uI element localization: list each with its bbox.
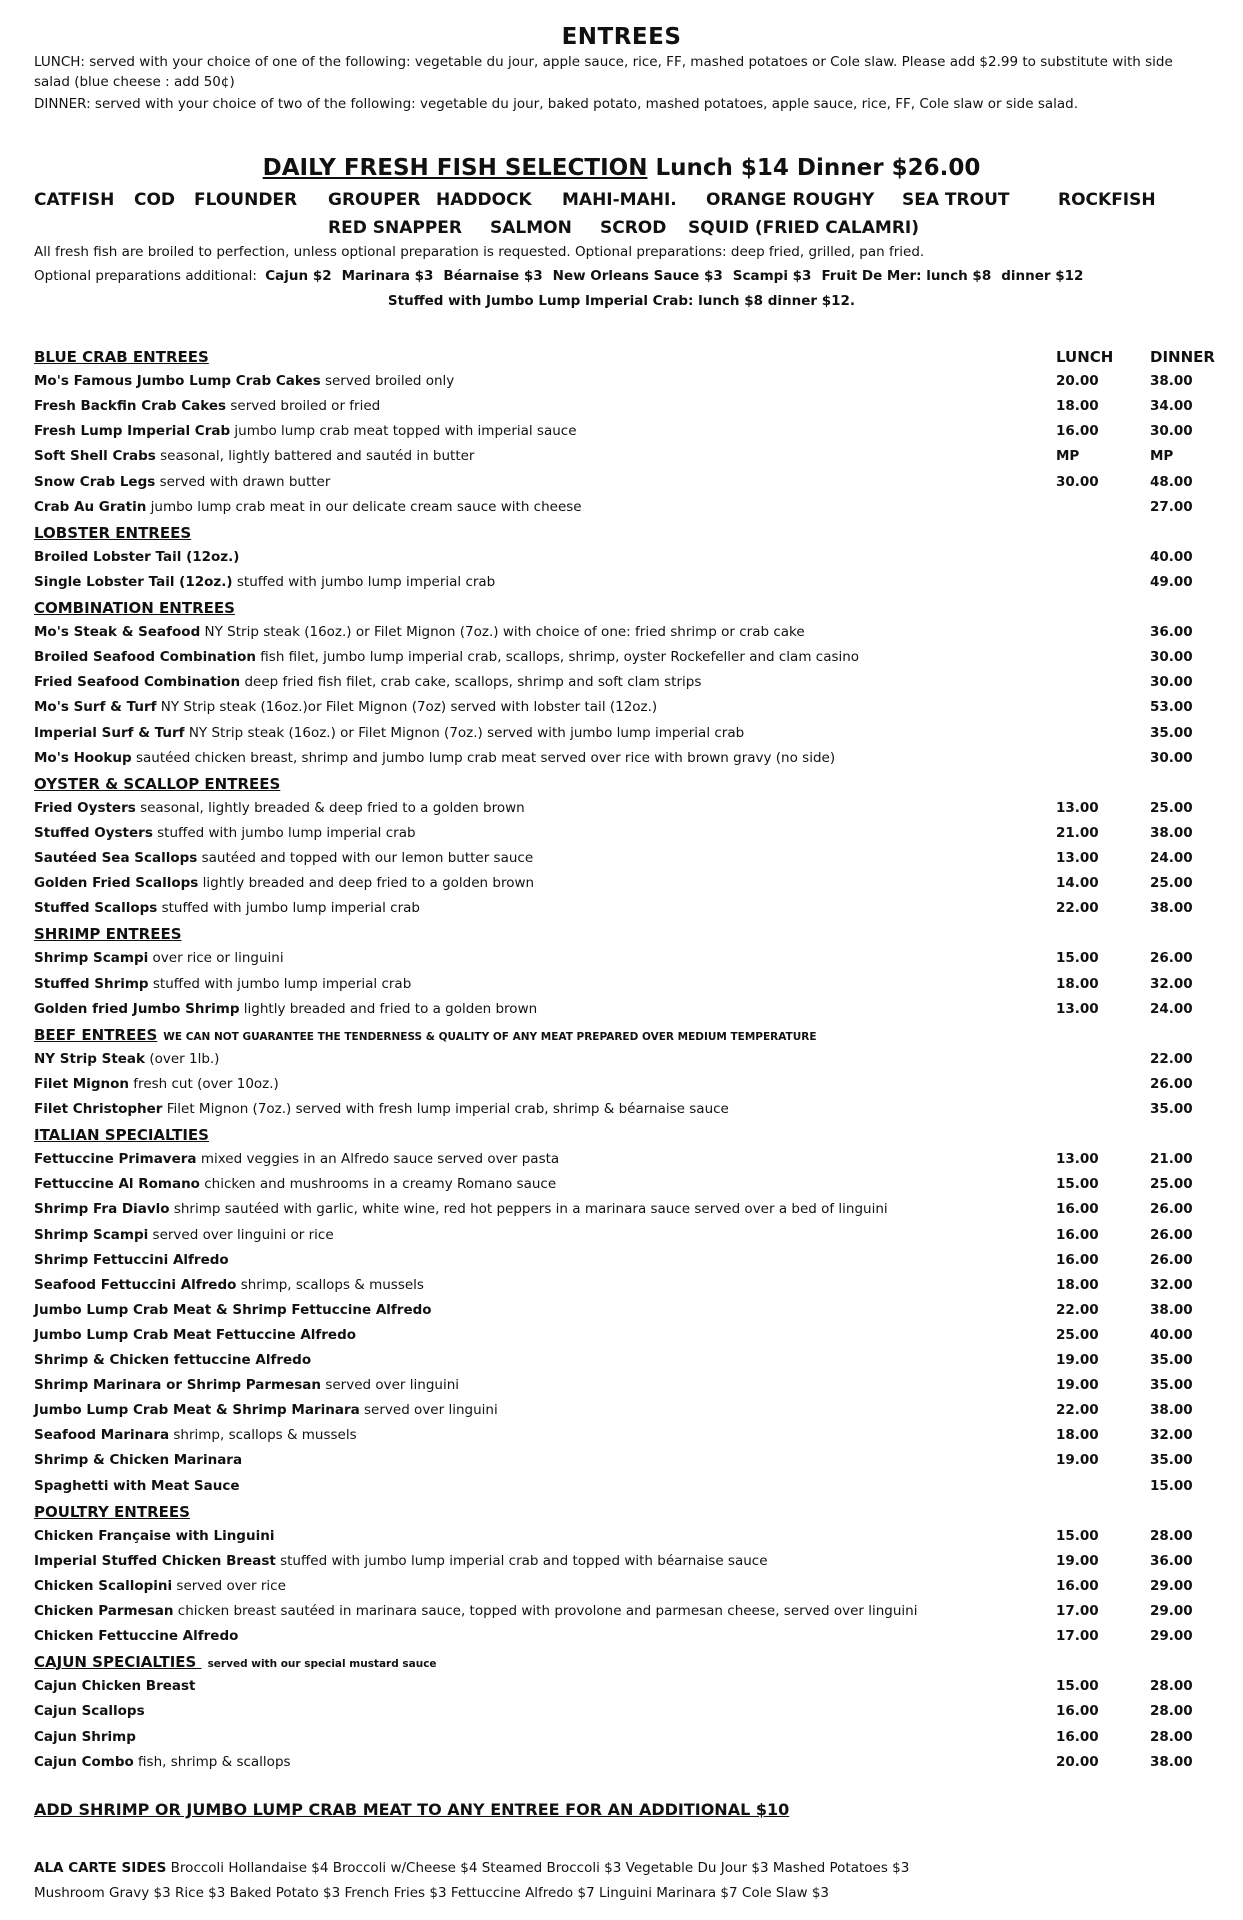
section-heading bbox=[34, 1503, 1214, 1525]
menu-item bbox=[34, 750, 1214, 772]
fish-item: SEA TROUT bbox=[902, 190, 1010, 210]
fish-optional-label: Optional preparations additional: bbox=[34, 268, 257, 284]
dinner-price: 28.00 bbox=[1150, 1527, 1193, 1544]
item-name: Broiled Seafood Combination bbox=[34, 649, 256, 666]
dinner-price: 26.00 bbox=[1150, 1201, 1193, 1218]
menu-item bbox=[34, 474, 1214, 496]
fish-item: GROUPER bbox=[328, 190, 421, 210]
item-description: served over linguini or rice bbox=[148, 1226, 334, 1243]
page-title: ENTREES bbox=[561, 24, 682, 50]
item-description: fish, shrimp & scallops bbox=[133, 1753, 291, 1770]
lunch-price: 25.00 bbox=[1056, 1326, 1099, 1343]
dinner-price: 30.00 bbox=[1150, 423, 1193, 440]
fish-list-row-2 bbox=[34, 218, 1204, 242]
menu-item bbox=[34, 1528, 1214, 1550]
item-name: Mo's Famous Jumbo Lump Crab Cakes bbox=[34, 373, 321, 390]
item-name: Chicken Parmesan bbox=[34, 1603, 174, 1619]
item-name: Spaghetti with Meat Sauce bbox=[34, 1477, 240, 1494]
lunch-price: 13.00 bbox=[1056, 799, 1099, 816]
item-description: lightly breaded and deep fried to a golden brown bbox=[198, 875, 535, 892]
dinner-price: 24.00 bbox=[1150, 850, 1193, 866]
menu-item bbox=[34, 1302, 1214, 1324]
dinner-price: 25.00 bbox=[1150, 875, 1193, 892]
dinner-price: 30.00 bbox=[1150, 649, 1193, 666]
menu-item bbox=[34, 1703, 1214, 1725]
dinner-price: 26.00 bbox=[1150, 1251, 1193, 1268]
menu-item bbox=[34, 900, 1214, 922]
lunch-price: 18.00 bbox=[1056, 1427, 1099, 1444]
sides-label: ALA CARTE SIDES bbox=[34, 1860, 167, 1876]
item-name: Shrimp Scampi bbox=[34, 1226, 149, 1243]
sides-line-2: Mushroom Gravy $3 Rice $3 Baked Potato $3 French Fries $3 Fettuccine Alfredo $7 Linguini Marinara $7 Cole Slaw $3 bbox=[34, 1885, 830, 1901]
item-name: Shrimp Scampi bbox=[34, 950, 149, 967]
item-name: Shrimp Fra Diavlo bbox=[34, 1201, 170, 1218]
fish-item: SQUID (FRIED CALAMRI) bbox=[688, 218, 920, 238]
section-heading bbox=[34, 1026, 1214, 1048]
menu-item bbox=[34, 574, 1214, 596]
item-description: sautéed and topped with our lemon butter sauce bbox=[197, 850, 534, 866]
dinner-price: 35.00 bbox=[1150, 1352, 1193, 1368]
item-name: Mo's Surf & Turf bbox=[34, 699, 157, 716]
lunch-price: 14.00 bbox=[1056, 875, 1099, 892]
item-name: Filet Mignon bbox=[34, 1075, 130, 1092]
dinner-price: 15.00 bbox=[1150, 1477, 1193, 1494]
add-on-note: ADD SHRIMP OR JUMBO LUMP CRAB MEAT TO ANY ENTREE FOR AN ADDITIONAL $10 bbox=[34, 1800, 790, 1819]
item-name: NY Strip Steak bbox=[34, 1050, 146, 1067]
item-name: Mo's Steak & Seafood bbox=[34, 624, 201, 641]
fish-optional-item: dinner $12 bbox=[1001, 268, 1084, 284]
item-name: Crab Au Gratin bbox=[34, 498, 147, 515]
sides-line-1 bbox=[34, 1860, 1214, 1876]
item-name: Mo's Hookup bbox=[34, 749, 132, 766]
menu-item bbox=[34, 674, 1214, 696]
item-name: Seafood Marinara bbox=[34, 1427, 170, 1444]
dinner-price: 34.00 bbox=[1150, 398, 1193, 415]
item-name: Chicken Fettuccine Alfredo bbox=[34, 1628, 239, 1645]
dinner-price: 25.00 bbox=[1150, 1176, 1193, 1193]
menu-item bbox=[34, 1452, 1214, 1474]
section-heading bbox=[34, 599, 1214, 621]
item-description: served broiled or fried bbox=[226, 398, 381, 415]
menu-item bbox=[34, 549, 1214, 571]
menu-item bbox=[34, 1427, 1214, 1449]
dinner-price: 32.00 bbox=[1150, 975, 1193, 992]
dinner-price: 28.00 bbox=[1150, 1728, 1193, 1745]
item-description: served over linguini bbox=[321, 1377, 460, 1394]
item-description: jumbo lump crab meat in our delicate cream sauce with cheese bbox=[146, 498, 582, 515]
section-heading bbox=[34, 348, 1214, 370]
item-name: Shrimp & Chicken fettuccine Alfredo bbox=[34, 1352, 312, 1368]
dinner-price: 49.00 bbox=[1150, 573, 1193, 590]
item-description: NY Strip steak (16oz.) or Filet Mignon (7oz.) with choice of one: fried shrimp or crab cake bbox=[200, 624, 805, 641]
lunch-price: 13.00 bbox=[1056, 1151, 1099, 1168]
item-description: seasonal, lightly battered and sautéd in butter bbox=[155, 448, 475, 465]
lunch-price: 15.00 bbox=[1056, 950, 1099, 967]
menu-item bbox=[34, 1678, 1214, 1700]
lunch-price: 16.00 bbox=[1056, 1703, 1099, 1720]
section-label: CAJUN SPECIALTIES bbox=[34, 1653, 202, 1672]
item-name: Cajun Scallops bbox=[34, 1703, 145, 1720]
lunch-price: 16.00 bbox=[1056, 1728, 1099, 1745]
dinner-price: 36.00 bbox=[1150, 1552, 1193, 1569]
fish-optional-item: Fruit De Mer: lunch $8 bbox=[821, 268, 992, 284]
fish-item: ROCKFISH bbox=[1058, 190, 1156, 210]
item-description: NY Strip steak (16oz.) or Filet Mignon (7oz.) served with jumbo lump imperial crab bbox=[184, 724, 745, 741]
menu-item bbox=[34, 1402, 1214, 1424]
section-heading bbox=[34, 925, 1214, 947]
dinner-price: 28.00 bbox=[1150, 1678, 1193, 1695]
menu-item bbox=[34, 1603, 1214, 1625]
fish-optional-item: Béarnaise $3 bbox=[443, 268, 543, 284]
dinner-column-header: DINNER bbox=[1150, 348, 1215, 366]
dinner-price: 25.00 bbox=[1150, 799, 1193, 816]
fish-optional-item: Cajun $2 bbox=[265, 268, 332, 284]
item-description: shrimp, scallops & mussels bbox=[236, 1276, 424, 1293]
item-name: Imperial Surf & Turf bbox=[34, 724, 185, 741]
menu-item bbox=[34, 850, 1214, 872]
section-label: ITALIAN SPECIALTIES bbox=[34, 1126, 209, 1145]
dinner-price: 48.00 bbox=[1150, 473, 1193, 490]
section-heading bbox=[34, 1653, 1214, 1675]
menu-item bbox=[34, 1277, 1214, 1299]
lunch-price: 15.00 bbox=[1056, 1678, 1099, 1695]
dinner-price: 26.00 bbox=[1150, 1075, 1193, 1092]
fish-optional-note bbox=[34, 268, 1214, 284]
fish-item: SCROD bbox=[600, 218, 667, 238]
menu-item bbox=[34, 725, 1214, 747]
item-name: Soft Shell Crabs bbox=[34, 448, 156, 465]
lunch-price: 21.00 bbox=[1056, 824, 1099, 841]
section-heading bbox=[34, 524, 1214, 546]
menu-item bbox=[34, 1754, 1214, 1776]
menu-item bbox=[34, 1227, 1214, 1249]
item-name: Cajun Shrimp bbox=[34, 1728, 136, 1745]
lunch-price: 18.00 bbox=[1056, 1276, 1099, 1293]
fish-optional-item: Scampi $3 bbox=[732, 268, 812, 284]
fish-item: HADDOCK bbox=[436, 190, 532, 210]
item-name: Jumbo Lump Crab Meat Fettuccine Alfredo bbox=[34, 1326, 357, 1343]
dinner-price: 38.00 bbox=[1150, 1301, 1193, 1318]
lunch-price: 16.00 bbox=[1056, 423, 1099, 440]
section-label: POULTRY ENTREES bbox=[34, 1502, 190, 1521]
fish-item: CATFISH bbox=[34, 190, 115, 210]
item-name: Stuffed Scallops bbox=[34, 900, 158, 917]
item-name: Cajun Combo bbox=[34, 1753, 134, 1770]
item-description: stuffed with jumbo lump imperial crab bbox=[148, 975, 412, 992]
lunch-price: 16.00 bbox=[1056, 1226, 1099, 1243]
item-description: fish filet, jumbo lump imperial crab, scallops, shrimp, oyster Rockefeller and clam casino bbox=[256, 649, 860, 666]
menu-item bbox=[34, 423, 1214, 445]
item-description: stuffed with jumbo lump imperial crab bbox=[152, 824, 416, 841]
lunch-price: 20.00 bbox=[1056, 1753, 1099, 1770]
item-name: Fried Seafood Combination bbox=[34, 674, 241, 691]
dinner-price: 35.00 bbox=[1150, 1101, 1193, 1117]
section-heading bbox=[34, 775, 1214, 797]
menu-item bbox=[34, 1051, 1214, 1073]
dinner-price: 28.00 bbox=[1150, 1703, 1193, 1720]
menu-item bbox=[34, 373, 1214, 395]
lunch-price: 19.00 bbox=[1056, 1352, 1099, 1368]
item-name: Cajun Chicken Breast bbox=[34, 1678, 196, 1695]
lunch-price: 17.00 bbox=[1056, 1603, 1099, 1619]
menu-item bbox=[34, 1252, 1214, 1274]
item-name: Single Lobster Tail (12oz.) bbox=[34, 573, 233, 590]
item-name: Seafood Fettuccini Alfredo bbox=[34, 1276, 237, 1293]
menu-item bbox=[34, 950, 1214, 972]
menu-item bbox=[34, 1729, 1214, 1751]
section-label: OYSTER & SCALLOP ENTREES bbox=[34, 774, 281, 793]
lunch-price: 16.00 bbox=[1056, 1201, 1099, 1218]
fish-list-row-1 bbox=[34, 190, 1204, 214]
menu-item bbox=[34, 649, 1214, 671]
dinner-price: 38.00 bbox=[1150, 900, 1193, 917]
dinner-price: 35.00 bbox=[1150, 1452, 1193, 1469]
fish-stuffed-note: Stuffed with Jumbo Lump Imperial Crab: lunch $8 dinner $12. bbox=[387, 293, 856, 309]
section-subnote: WE CAN NOT GUARANTEE THE TENDERNESS & QUALITY OF ANY MEAT PREPARED OVER MEDIUM TEMPERATURE bbox=[163, 1030, 817, 1043]
lunch-price: 15.00 bbox=[1056, 1176, 1099, 1193]
menu-item bbox=[34, 1352, 1214, 1374]
item-name: Golden fried Jumbo Shrimp bbox=[34, 1000, 240, 1017]
item-description: served with drawn butter bbox=[155, 473, 331, 490]
fish-optional-items bbox=[261, 268, 1083, 284]
dinner-price: 38.00 bbox=[1150, 1753, 1193, 1770]
section-label: BLUE CRAB ENTREES bbox=[34, 348, 209, 366]
lunch-price: 17.00 bbox=[1056, 1628, 1099, 1645]
dinner-price: 22.00 bbox=[1150, 1050, 1193, 1067]
dinner-note: DINNER: served with your choice of two of the following: vegetable du jour, baked potato, mashed potatoes, apple sauce, rice, FF, Cole slaw or side salad. bbox=[34, 96, 1079, 112]
dinner-price: 26.00 bbox=[1150, 1226, 1193, 1243]
item-name: Fettuccine Al Romano bbox=[34, 1176, 200, 1193]
item-name: Filet Christopher bbox=[34, 1101, 163, 1117]
dinner-price: 38.00 bbox=[1150, 824, 1193, 841]
section-label: LOBSTER ENTREES bbox=[34, 523, 192, 542]
lunch-note: LUNCH: served with your choice of one of the following: vegetable du jour, apple sauce, rice, FF, mashed potatoes or Cole slaw. Please add $2.99 to substitute with side salad (blue cheese : add 50¢) bbox=[34, 54, 1173, 90]
menu-item bbox=[34, 624, 1214, 646]
menu-item bbox=[34, 976, 1214, 998]
lunch-price: 15.00 bbox=[1056, 1527, 1099, 1544]
item-name: Chicken Scallopini bbox=[34, 1577, 173, 1594]
item-description: served over rice bbox=[172, 1577, 286, 1594]
item-description: served broiled only bbox=[320, 373, 455, 390]
lunch-price: 19.00 bbox=[1056, 1377, 1099, 1394]
item-description: over rice or linguini bbox=[148, 950, 284, 967]
lunch-price: 22.00 bbox=[1056, 900, 1099, 917]
item-description: mixed veggies in an Alfredo sauce served over pasta bbox=[196, 1151, 560, 1168]
dinner-price: 40.00 bbox=[1150, 1326, 1193, 1343]
item-name: Snow Crab Legs bbox=[34, 473, 156, 490]
section-label: COMBINATION ENTREES bbox=[34, 599, 235, 617]
menu-item bbox=[34, 1101, 1214, 1123]
dinner-price: 29.00 bbox=[1150, 1603, 1193, 1619]
menu-item bbox=[34, 1176, 1214, 1198]
sides-text-1: Broccoli Hollandaise $4 Broccoli w/Cheese $4 Steamed Broccoli $3 Vegetable Du Jour $3 Mashed Potatoes $3 bbox=[170, 1860, 910, 1876]
lunch-price: 13.00 bbox=[1056, 850, 1099, 866]
menu-item bbox=[34, 1478, 1214, 1500]
menu-item bbox=[34, 398, 1214, 420]
item-description: jumbo lump crab meat topped with imperial sauce bbox=[230, 423, 577, 440]
section-label: SHRIMP ENTREES bbox=[34, 925, 182, 944]
dinner-price: 36.00 bbox=[1150, 624, 1193, 641]
lunch-price: 18.00 bbox=[1056, 398, 1099, 415]
item-description: shrimp, scallops & mussels bbox=[169, 1427, 357, 1444]
item-description: (over 1lb.) bbox=[145, 1050, 220, 1067]
menu-item bbox=[34, 1553, 1214, 1575]
item-name: Stuffed Oysters bbox=[34, 824, 153, 841]
lunch-price: 16.00 bbox=[1056, 1251, 1099, 1268]
fish-item: COD bbox=[134, 190, 176, 210]
lunch-price: 19.00 bbox=[1056, 1552, 1099, 1569]
dinner-price: 38.00 bbox=[1150, 1402, 1193, 1419]
dinner-price: 21.00 bbox=[1150, 1151, 1193, 1168]
menu-item bbox=[34, 875, 1214, 897]
item-description: NY Strip steak (16oz.)or Filet Mignon (7oz) served with lobster tail (12oz.) bbox=[156, 699, 658, 716]
item-description: stuffed with jumbo lump imperial crab bbox=[232, 573, 496, 590]
fish-broiled-note: All fresh fish are broiled to perfection, unless optional preparation is requested. Optional preparations: deep fried, grilled, pan fried. bbox=[34, 244, 925, 260]
item-name: Imperial Stuffed Chicken Breast bbox=[34, 1552, 276, 1569]
item-name: Fresh Backfin Crab Cakes bbox=[34, 398, 227, 415]
fish-item: MAHI-MAHI. bbox=[562, 190, 677, 210]
item-name: Fresh Lump Imperial Crab bbox=[34, 423, 231, 440]
dinner-price: 53.00 bbox=[1150, 699, 1193, 716]
item-name: Chicken Française with Linguini bbox=[34, 1527, 275, 1544]
dinner-price: 35.00 bbox=[1150, 724, 1193, 741]
lunch-price: 19.00 bbox=[1056, 1452, 1099, 1469]
lunch-price: 16.00 bbox=[1056, 1577, 1099, 1594]
lunch-price: 20.00 bbox=[1056, 373, 1099, 390]
item-description: Filet Mignon (7oz.) served with fresh lump imperial crab, shrimp & béarnaise sauce bbox=[162, 1101, 729, 1117]
section-subnote: served with our special mustard sauce bbox=[207, 1658, 437, 1671]
dinner-price: 30.00 bbox=[1150, 749, 1193, 766]
item-name: Shrimp Fettuccini Alfredo bbox=[34, 1251, 229, 1268]
item-description: seasonal, lightly breaded & deep fried to a golden brown bbox=[135, 799, 525, 816]
menu-item bbox=[34, 1151, 1214, 1173]
dinner-price: 35.00 bbox=[1150, 1377, 1193, 1394]
dinner-price: 32.00 bbox=[1150, 1276, 1193, 1293]
item-description: fresh cut (over 10oz.) bbox=[129, 1075, 279, 1092]
item-description: shrimp sautéed with garlic, white wine, red hot peppers in a marinara sauce served over a bed of linguini bbox=[169, 1201, 888, 1218]
lunch-price: MP bbox=[1056, 448, 1080, 465]
fish-item: ORANGE ROUGHY bbox=[706, 190, 875, 210]
menu-item bbox=[34, 1628, 1214, 1650]
menu-item bbox=[34, 825, 1214, 847]
menu-item bbox=[34, 1327, 1214, 1349]
item-name: Broiled Lobster Tail (12oz.) bbox=[34, 548, 240, 565]
dinner-price: 29.00 bbox=[1150, 1577, 1193, 1594]
dinner-price: 27.00 bbox=[1150, 498, 1193, 515]
lunch-price: 18.00 bbox=[1056, 975, 1099, 992]
section-label: BEEF ENTREES bbox=[34, 1025, 158, 1044]
dinner-price: 30.00 bbox=[1150, 674, 1193, 691]
dinner-price: 38.00 bbox=[1150, 373, 1193, 390]
item-description: sautéed chicken breast, shrimp and jumbo lump crab meat served over rice with brown gravy (no side) bbox=[131, 749, 836, 766]
menu-item bbox=[34, 1201, 1214, 1223]
fish-item: FLOUNDER bbox=[194, 190, 298, 210]
lunch-price: 22.00 bbox=[1056, 1301, 1099, 1318]
lunch-price: 22.00 bbox=[1056, 1402, 1099, 1419]
section-heading bbox=[34, 1126, 1214, 1148]
lunch-price: 30.00 bbox=[1056, 473, 1099, 490]
item-name: Shrimp Marinara or Shrimp Parmesan bbox=[34, 1377, 322, 1394]
menu-item bbox=[34, 448, 1214, 470]
menu-item bbox=[34, 1578, 1214, 1600]
item-name: Jumbo Lump Crab Meat & Shrimp Marinara bbox=[34, 1402, 360, 1419]
item-name: Golden Fried Scallops bbox=[34, 875, 199, 892]
dinner-price: MP bbox=[1150, 448, 1174, 465]
fish-heading-price: Lunch $14 Dinner $26.00 bbox=[655, 155, 981, 181]
dinner-price: 32.00 bbox=[1150, 1427, 1193, 1444]
fish-heading bbox=[0, 155, 1243, 181]
item-description: stuffed with jumbo lump imperial crab bbox=[157, 900, 420, 917]
lunch-price: 13.00 bbox=[1056, 1000, 1099, 1017]
menu-item bbox=[34, 800, 1214, 822]
item-description: stuffed with jumbo lump imperial crab and topped with béarnaise sauce bbox=[275, 1552, 768, 1569]
item-name: Stuffed Shrimp bbox=[34, 975, 149, 992]
item-name: Jumbo Lump Crab Meat & Shrimp Fettuccine Alfredo bbox=[34, 1301, 432, 1318]
item-name: Fettuccine Primavera bbox=[34, 1151, 197, 1168]
menu-item bbox=[34, 499, 1214, 521]
menu-item bbox=[34, 1001, 1214, 1023]
item-description: served over linguini bbox=[359, 1402, 498, 1419]
menu-item bbox=[34, 699, 1214, 721]
item-name: Fried Oysters bbox=[34, 799, 136, 816]
item-description: deep fried fish filet, crab cake, scallops, shrimp and soft clam strips bbox=[240, 674, 702, 691]
item-description: lightly breaded and fried to a golden brown bbox=[239, 1000, 538, 1017]
lunch-column-header: LUNCH bbox=[1056, 348, 1114, 366]
item-description: chicken breast sautéed in marinara sauce, topped with provolone and parmesan cheese, served over linguini bbox=[173, 1603, 918, 1619]
fish-item: SALMON bbox=[490, 218, 572, 238]
fish-optional-item: New Orleans Sauce $3 bbox=[552, 268, 723, 284]
item-name: Shrimp & Chicken Marinara bbox=[34, 1452, 243, 1469]
item-description: chicken and mushrooms in a creamy Romano sauce bbox=[199, 1176, 557, 1193]
item-name: Sautéed Sea Scallops bbox=[34, 850, 198, 866]
dinner-price: 26.00 bbox=[1150, 950, 1193, 967]
dinner-price: 29.00 bbox=[1150, 1628, 1193, 1645]
fish-item: RED SNAPPER bbox=[328, 218, 462, 238]
dinner-price: 24.00 bbox=[1150, 1000, 1193, 1017]
fish-heading-label: DAILY FRESH FISH SELECTION bbox=[262, 155, 648, 181]
menu-item bbox=[34, 1076, 1214, 1098]
dinner-price: 40.00 bbox=[1150, 548, 1193, 565]
menu-item bbox=[34, 1377, 1214, 1399]
fish-optional-item: Marinara $3 bbox=[341, 268, 434, 284]
